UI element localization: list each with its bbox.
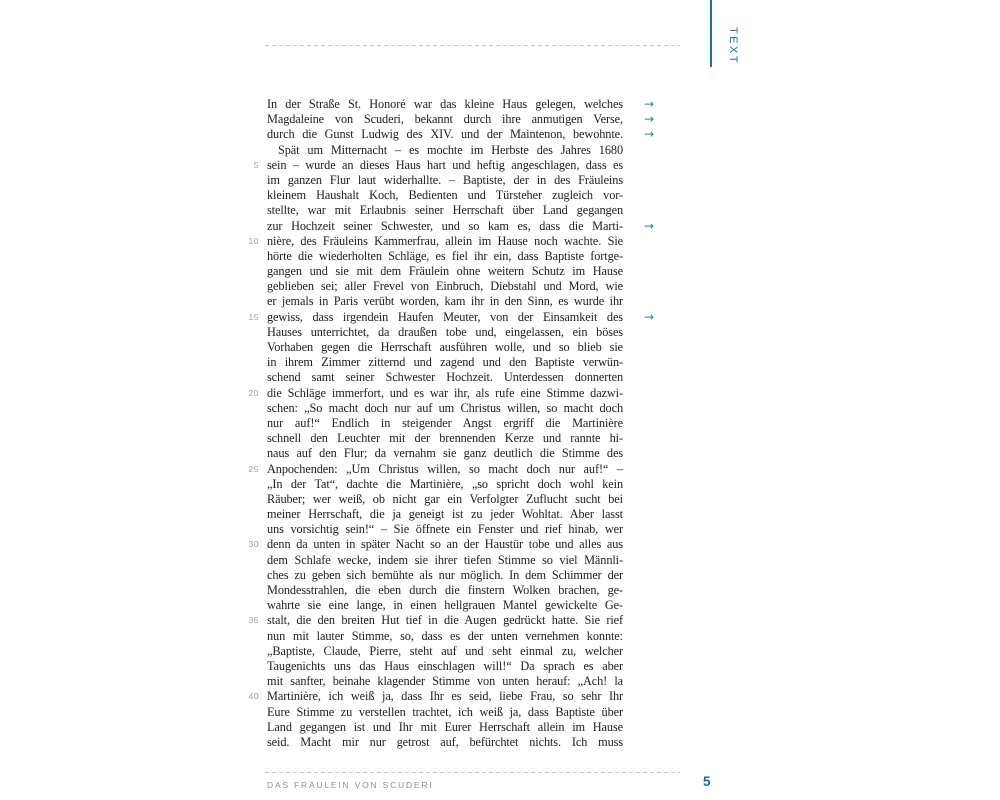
text-line [267,568,623,583]
text-line [248,461,623,477]
text-line-content: kleinem Haushalt Koch, Bedienten und Türsteher zugleich vor- [267,188,623,203]
text-line [248,613,623,628]
text-line [267,112,655,127]
annotation-arrow-icon: → [644,218,655,233]
top-divider [265,45,680,46]
text-line-content: in ihrem Zimmer zitternd und zagend und den Baptiste verwün- [267,355,623,370]
text-line-content: Anpochenden: „Um Christus willen, so macht doch nur auf!“ – [267,461,623,476]
section-tab-label: TEXT [727,27,739,66]
text-line-content: Räuber; wer weiß, ob nicht gar ein Verfolgter Zuflucht sucht bei [267,491,623,506]
text-line [267,416,623,431]
page-number: 5 [703,774,711,789]
text-line-content: schend samt seiner Schwester Hochzeit. Unterdessen donnerten [267,370,623,385]
text-line-content: In der Straße St. Honoré war das kleine Haus gelegen, welches [267,97,623,111]
text-line-content: nière, des Fräuleins Kammerfrau, allein im Hause noch wachte. Sie [267,233,623,248]
annotation-arrow-icon: → [644,127,655,142]
text-line [267,401,623,416]
text-line-content: mit sanfter, beinahe klagender Stimme von unten herauf: „Ach! la [267,674,623,689]
text-line [267,188,623,203]
text-line [267,264,623,279]
text-line-content: sein – wurde an dieses Haus hart und heftig angeschlagen, dass es [267,157,623,172]
text-line [267,598,623,613]
annotation-arrow-icon: → [644,309,655,324]
text-line-content: stalt, die den breiten Hut tief in die Augen gedrückt hatte. Sie rief [267,613,623,628]
text-line [248,233,623,249]
text-line [267,659,623,674]
text-line-content: ches zu geben sich bemühte als nur möglich. In dem Schimmer der [267,567,623,582]
text-line [267,279,623,294]
text-line-content: nur auf!“ Endlich in steigender Angst ergriff die Martinière [267,415,623,430]
text-line [267,477,623,492]
text-line [267,249,623,264]
line-number: 35 [248,615,259,626]
line-number: 10 [248,235,259,246]
line-number: 40 [248,691,259,702]
text-line [267,644,623,659]
text-line [267,218,655,234]
text-line [267,127,655,142]
text-line-content: Magdaleine von Scuderi, bekannt durch ihre anmutigen Verse, [267,112,623,127]
text-line [248,385,623,401]
text-line [267,674,623,689]
text-line-content: Spät um Mitternacht – es mochte im Herbste des Jahres 1680 [278,142,623,157]
text-line [267,294,623,309]
text-line-content: gangen und sie mit dem Fräulein ohne weitern Schutz im Hause [267,264,623,279]
text-line-content: nun mit lauter Stimme, so, dass es der unten vernehmen konnte: [267,628,623,643]
text-line-content: wahrte sie eine lange, in einen hellgrauen Mantel gewickelte Ge- [267,598,623,613]
text-line [267,522,623,537]
text-line-content: Land gegangen ist und Ihr mit Eurer Herrschaft allein im Hause [267,719,623,734]
text-line-content: uns vorsichtig sein!“ – Sie öffnete ein Fenster und rief hinab, wer [267,522,623,537]
text-line-content: im ganzen Flur laut widerhallte. – Baptiste, der in des Fräuleins [267,172,623,187]
text-line-content: Taugenichts uns das Haus einschlagen will!“ Da sprach es aber [267,658,623,673]
text-line [267,143,623,158]
text-line-content: meiner Herrschaft, die ja geneigt ist zu jeder Wohltat. Aber lasst [267,507,623,522]
text-line [248,689,623,704]
text-line [267,507,623,522]
text-line-content: die Schläge immerfort, und es war ihr, als rufe eine Stimme dazwi- [267,385,623,400]
text-lines [248,97,655,750]
text-line-content: denn da unten in später Nacht so an der Haustür tobe und alles aus [267,537,623,552]
text-line [267,340,623,355]
text-line-content: zur Hochzeit seiner Schwester, und so kam es, dass die Marti- [267,218,623,233]
text-line-content: stellte, war mit Erlaubnis seiner Herrschaft über Land gegangen [267,203,623,218]
text-line [267,583,623,598]
text-line-content: „Baptiste, Claude, Pierre, steht auf und seht einmal zu, welcher [267,643,623,658]
line-number: 20 [248,387,259,398]
text-line [267,173,623,188]
text-line-content: Martinière, ich weiß ja, dass Ihr es seid, liebe Frau, so sehr Ihr [267,689,623,704]
text-line [267,705,623,720]
text-line-content: gewiss, dass irgendein Haufen Meuter, von der Einsamkeit des [267,309,623,324]
bottom-divider [265,772,680,773]
text-line [267,492,623,507]
text-line [248,537,623,552]
text-line-content: schnell den Leuchter mit der brennenden Kerze und rannte hi- [267,431,623,446]
text-line-content: durch die Gunst Ludwig des XIV. und der Maintenon, bewohnte. [267,127,623,142]
text-line [267,446,623,461]
annotation-arrow-icon: → [644,97,655,111]
text-line [267,203,623,218]
line-number: 25 [248,463,259,474]
text-line-content: Mondesstrahlen, die eben durch die finstern Wolken brachen, ge- [267,583,623,597]
text-line-content: hörte die wiederholten Schläge, es fiel ihr ein, dass Baptiste fortge- [267,248,623,263]
text-line-content: Eure Stimme zu verstellen trachtet, ich weiß ja, dass Baptiste über [267,704,623,719]
annotation-arrow-icon: → [644,112,655,127]
text-line-content: naus auf den Flur; da vernahm sie ganz deutlich die Stimme des [267,446,623,461]
text-line [267,355,623,370]
text-line [267,325,623,340]
line-number: 30 [248,539,259,550]
running-footer-title: DAS FRÄULEIN VON SCUDERI [267,780,434,790]
text-line-content: seid. Macht mir nur getrost auf, befürchtet nichts. Ich muss [267,734,623,749]
text-line [248,309,655,325]
text-line-content: geblieben sei; aller Frevel von Einbruch, Diebstahl und Mord, wie [267,279,623,294]
line-number: 5 [253,159,259,170]
text-line [267,431,623,446]
section-tab-rule [710,0,712,67]
text-line [267,370,623,385]
text-line [267,735,623,750]
text-line-content: er jemals in Paris verübt worden, kam ihr in den Sinn, es wurde ihr [267,294,623,309]
line-number: 15 [248,311,259,322]
text-line [253,157,623,173]
text-line-content: Hauses unterrichtet, da draußen tobe und, eingelassen, ein böses [267,324,623,339]
text-line-content: schen: „So macht doch nur auf um Christus willen, so macht doch [267,400,623,415]
text-line-content: „In der Tat“, dachte die Martinière, „so spricht doch wohl kein [267,476,623,491]
text-line [267,553,623,568]
text-line-content: Vorhaben gegen die Herrschaft ausführen wolle, und so blieb sie [267,340,623,354]
text-line [267,629,623,644]
text-line [267,97,655,112]
text-line-content: dem Schlafe wecke, indem sie ihrer tiefen Stimme so viel Männli- [267,552,623,567]
text-line [267,720,623,735]
